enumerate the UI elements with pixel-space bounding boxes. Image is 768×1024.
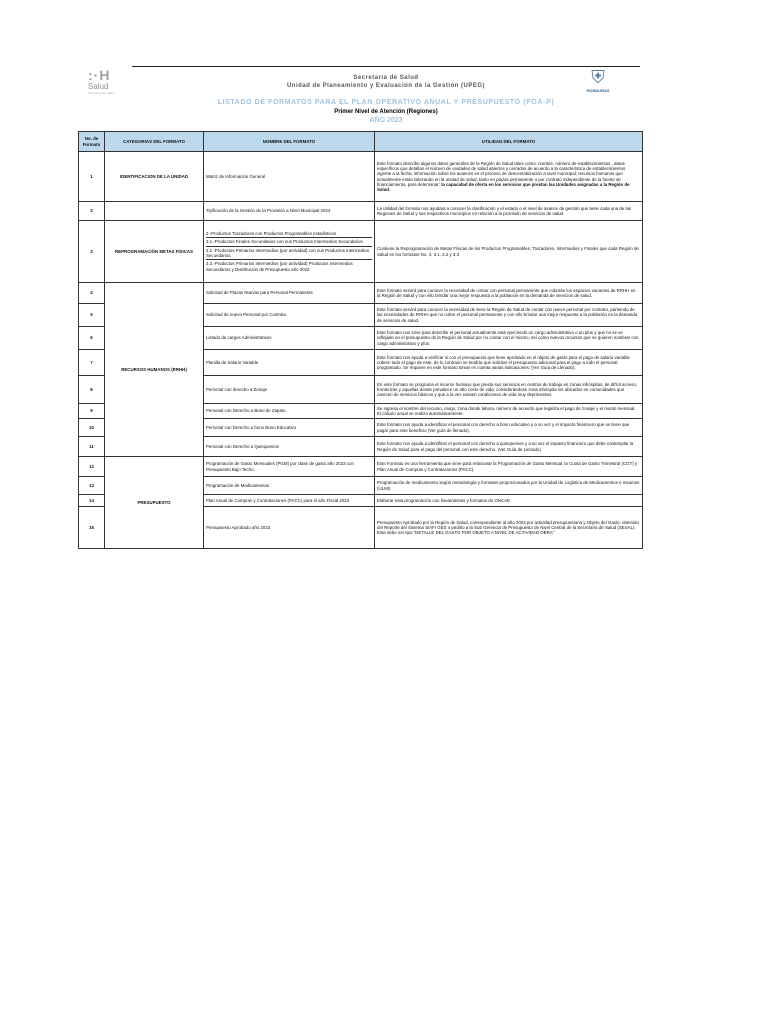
row-utility: Este formato nos ayuda a identificar el personal con derecho a quinquenios y a su vez el impacto financiero que debe contemplar la Región de Salud para el pago del personal con este derecho. (Ver Guía de Llenado). <box>375 437 643 457</box>
row-utility: En este formato se programa el recurso humano que presta sus servicios en centros de trabajo en zonas inhóspitas, de difícil acceso, fronterizas y aquellas donde prevalece un alto costo de vida, considerándose zona inhóspita los ubicados en comunidades que carecen de servicios básicos y que a la vez existen condiciones de vida muy deprimentes. <box>375 376 643 404</box>
row-format-name: Personal con Derecho a bono Bono Educativo <box>204 419 375 437</box>
row-format-name: Presupuesto Aprobado año 2023 <box>204 507 375 549</box>
format-subitem: 3.1.-Productos Finales Secundarios con sus Productos Intermedios Secundarios <box>206 237 372 245</box>
logo-mark: :·H <box>88 67 111 83</box>
row-number: 6 <box>79 327 105 350</box>
table-row <box>79 457 643 477</box>
row-format-name: Tipificación de la Gestión de la Provisión a Nivel Municipal 2023 <box>204 202 375 221</box>
row-utility <box>375 507 643 549</box>
unit-name: Unidad de Planeamiento y Evaluación de la Gestión (UPEG) <box>286 83 486 89</box>
col-header-format-name: NOMBRE DEL FORMATO <box>204 132 375 152</box>
row-utility: Elaborar esta programación con lineamientos y formatos de ONCAE <box>375 495 643 507</box>
row-format-name: Matriz de Información General <box>204 152 375 202</box>
row-number: 3 <box>79 221 105 283</box>
utility-extra-text: Este debe ser tipo "DETALLE DEL GASTO POR OBJETO A NIVEL DE ACTIVIDAD OBRA" <box>377 530 555 536</box>
row-utility: Este Formato es una herramienta que sirve para relacionar la Programación de Gasto Mensual, la Cuota de Gasto Trimestral (CGT) y Plan Anual de Compras y Contrataciones (PACC). <box>375 457 643 477</box>
format-subitem: 3.2.-Productos Primarios Intermedios (por actividad) con sus Productos Intermedios Secundarios. <box>206 246 372 260</box>
utility-text: Este formato describe algunos datos generales de la Región de Salud tales como: nombre, número de establecimientos , datos específicos que detallan el número de unidades de salud abiertos y cerrados de acuerdo a la característica de establecimientos vigente a la fecha; información sobre los avances en el proceso de descentralización a nivel municipal; recursos humanos que actualmente están laborando en la unidad de salud, tanto en plazas permanente o por contrato independiente de la fuente de financiamiento, para determinar: <box>377 160 626 187</box>
row-number: 11 <box>79 437 105 457</box>
row-number: 9 <box>79 404 105 419</box>
row-number: 12 <box>79 457 105 477</box>
row-utility: Este formato nos ayuda a identificar el personal con derecho a bono educativo y a su vez y el impacto financiero que se tiene que pagar para este beneficio (Ver guía de llenado). <box>375 419 643 437</box>
coat-of-arms-icon: ⛨ <box>591 67 605 87</box>
row-format-name: Listado de cargos Administrativos <box>204 327 375 350</box>
row-number: 5 <box>79 304 105 327</box>
row-category: PRESUPUESTO <box>105 457 204 549</box>
row-utility: Este formato servirá para conocer la necesidad de contar con personal permanente que cubrirán los espacios vacantes de RRHH en la Región de Salud y con ello brindar una mejor respuesta a la población en la demanda de servicios de salud. <box>375 283 643 304</box>
row-number: 13 <box>79 477 105 495</box>
ministry-name: Secretaría de Salud <box>353 75 419 81</box>
row-category: RECURSOS HUMANOS (RRHH) <box>105 283 204 457</box>
row-number: 14 <box>79 495 105 507</box>
row-category <box>105 202 204 221</box>
row-format-name: Programación de Gasto Mensuales (PGM) por clase de gasto año 2023 con Presupuesto Bajo Techo. <box>204 457 375 477</box>
row-format-name: Plan Anual de Compras y Contrataciones (PACC) para el año Fiscal 2023 <box>204 495 375 507</box>
row-utility <box>375 152 643 202</box>
row-number: 4 <box>79 283 105 304</box>
row-number: 15 <box>79 507 105 549</box>
row-number: 7 <box>79 350 105 376</box>
header-rule <box>132 66 640 67</box>
row-format-list <box>204 221 375 283</box>
row-utility: Este formato servirá para conocer la necesidad de tiene la Región de Salud de contar con nuevo personal por contrato, partiendo de las necesidades de RRHH que no cubre el personal permanente y con ello brindar una mejor respuesta a la población en la demanda de servicios de salud. <box>375 304 643 327</box>
table-row <box>79 221 643 283</box>
utility-text: Presupuesto Aprobado por la Región de Salud, correspondiente al año 2023 por actividad presupuestaria y Objeto del Gasto; obtenido del Reporte del Sistema SIAFI GES o pedirlo a la Sub Gerencia de Presupuesto de Nivel Central de la Secretaría de Salud (SESAL). <box>377 519 639 530</box>
row-format-name: Personal con Derecho a Bono de Zapato <box>204 404 375 419</box>
logo-word: Salud <box>88 82 109 91</box>
row-utility: Este formato nos sirve para describir el personal actualmente está ejerciendo un cargo administrativo o un plus y que no se ve reflejado en el presupuesto de la Región de Salud por no contar con el mismo, así como nuevos recursos que se quieren nombrar con cargo administrativo y plus. <box>375 327 643 350</box>
table-row <box>79 152 643 202</box>
formats-table <box>78 131 643 549</box>
utility-bold-text: la capacidad de oferta en los servicios que prestan las Unidades asignadas a la Región de Salud. <box>377 181 630 193</box>
seal-text: HONDURAS <box>586 88 610 93</box>
format-subitem: 2.-Productos Trazadores con Productos Programables estadísticos <box>206 231 337 237</box>
row-format-name: Planilla de Salario Variable <box>204 350 375 376</box>
row-utility: Este formato nos ayuda a verificar si con el presupuesto que tiene aprobado en el objeto de gasto para el pago de salario variable cubren todo el pago de este, de lo contrario se tendría que solicitar el presupuesto adicional para el pago a todo el personal programado. Se requiere en este formato tomar en cuenta varias indicaciones: (Ver Guía de Llenado). <box>375 350 643 376</box>
document-year: AÑO 2023 <box>369 117 403 124</box>
row-format-name: Personal con derecho a Zonaje <box>204 376 375 404</box>
table-row <box>79 283 643 304</box>
document-subtitle: Primer Nivel de Atención (Regiones) <box>334 109 438 115</box>
row-utility: Contiene la Reprogramación de Metas Físicas de los Productos Programables, Trazadores, Intermedios y Finales que cada Región de Salud en los formatos No. 3, 3.1, 3.2 y 3.3 <box>375 221 643 283</box>
row-format-name: Solicitud de nuevo Personal por Contrato <box>204 304 375 327</box>
row-utility: Programación de medicamento según metodología y formatos proporcionados por la Unidad de Logística de Medicamentos e Insumos (ULMI) <box>375 477 643 495</box>
row-format-name: Solicitud de Plazas Nuevas para Personal Permanente <box>204 283 375 304</box>
col-header-category: CATEGORIAS DEL FORMATO <box>105 132 204 152</box>
row-utility: La utilidad del formato nos ayudara a conocer la clasificación y el estado o el nivel de avance de gestión que tiene cada una de las Regiones de Salud y sus respectivos municipios en relación a la provisión de servicios de salud. <box>375 202 643 221</box>
format-subitem: 3.3.-Productos Primarios Intermedios (por actividad) Productos Intermedios Secundarios y Distribución de Presupuesto año 2023 <box>206 259 372 273</box>
row-number: 8 <box>79 376 105 404</box>
table-header-row <box>79 132 643 152</box>
col-header-number: No. de Formato <box>79 132 105 152</box>
table-row <box>79 202 643 221</box>
row-number: 1 <box>79 152 105 202</box>
col-header-utility: UTILIDAD DEL FORMATO <box>375 132 643 152</box>
row-number: 10 <box>79 419 105 437</box>
logo-subtext: Secretaría de Salud <box>88 91 115 95</box>
row-utility: Se ingresa el nombre del recurso, cargo, zona donde labora, número de acuerdo que legaliza el pago de zonaje y el monto mensual. El cálculo anual se realiza automáticamente. <box>375 404 643 419</box>
row-category: IDENTIFICACION DE LA UNIDAD <box>105 152 204 202</box>
document-title: LISTADO DE FORMATOS PARA EL PLAN OPERATIVO ANUAL Y PRESUPUESTO (POA-P) <box>217 99 555 106</box>
row-category: REPROGRAMACIÓN METAS FÍSICAS <box>105 221 204 283</box>
row-format-name: Programación de Medicamentos <box>204 477 375 495</box>
row-number: 2 <box>79 202 105 221</box>
row-format-name: Personal con Derecho a Quinquenios <box>204 437 375 457</box>
